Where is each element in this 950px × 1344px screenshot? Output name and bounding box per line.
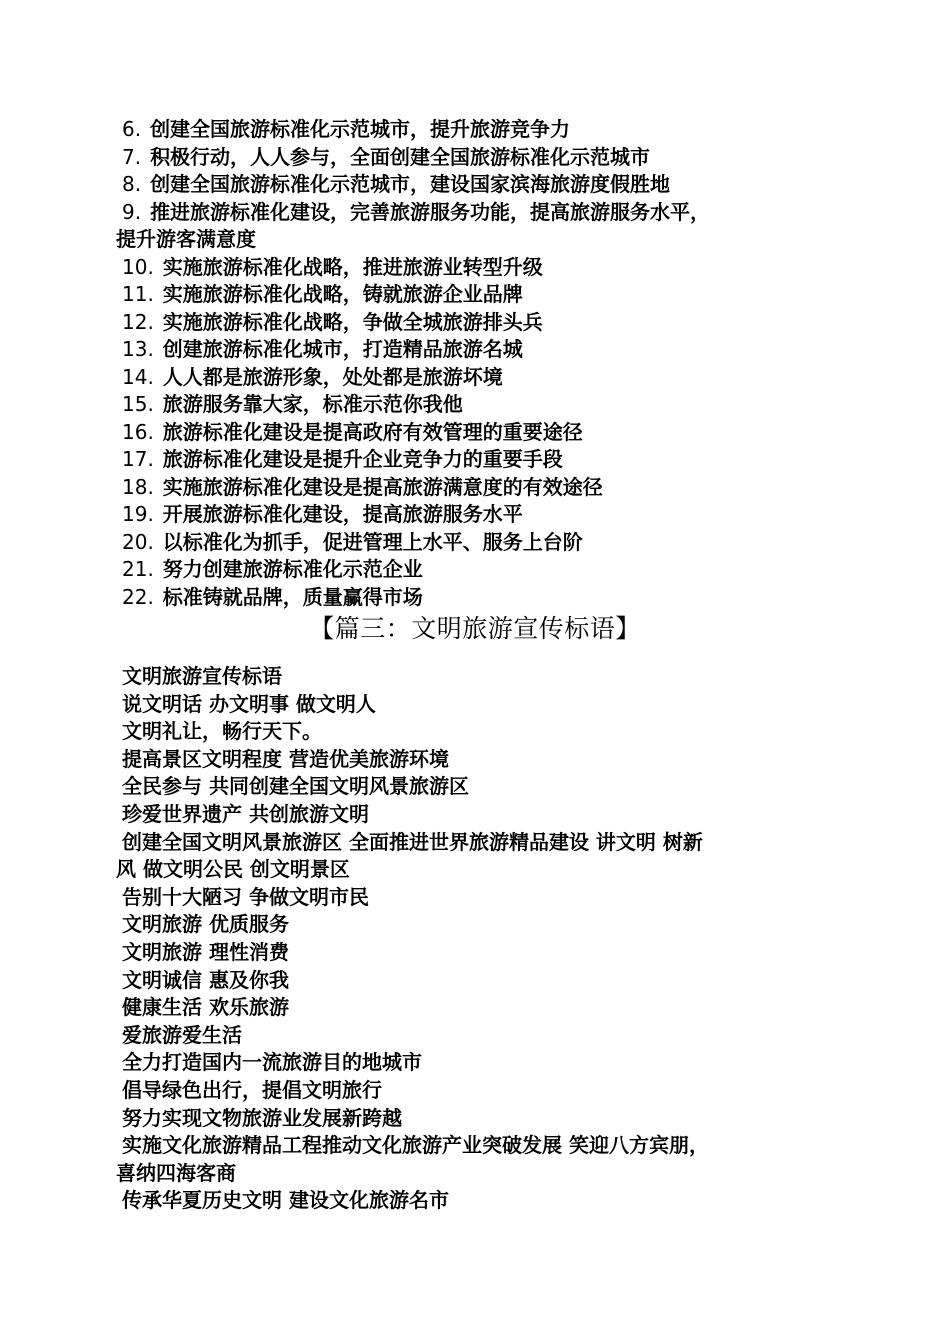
numbered-item [116,171,836,199]
numbered-item [116,116,836,144]
numbered-item [116,584,836,612]
slogan-line: 文明旅游 理性消费 [122,939,289,964]
item-number: 15. [122,392,154,416]
item-text: 创建全国旅游标准化示范城市，建设国家滨海旅游度假胜地 [150,172,671,196]
item-number: 16. [122,419,154,444]
numbered-item [116,446,836,474]
item-text: 努力创建旅游标准化示范企业 [162,557,423,581]
item-number: 18. [122,474,154,499]
item-text: 标准铸就品牌，质量赢得市场 [162,584,423,609]
item-number: 8. [122,172,142,196]
numbered-item [116,391,836,419]
slogan-line: 倡导绿色出行，提倡文明旅行 [122,1077,382,1102]
item-number: 12. [122,309,154,334]
item-text: 人人都是旅游形象，处处都是旅游坏境 [162,364,503,389]
item-text: 创建全国旅游标准化示范城市，提升旅游竞争力 [150,117,571,141]
slogan-line: 告别十大陋习 争做文明市民 [122,884,369,909]
numbered-item [116,474,836,502]
item-text: 开展旅游标准化建设，提高旅游服务水平 [162,502,523,526]
item-text: 旅游标准化建设是提升企业竞争力的重要手段 [162,447,563,471]
slogan-line: 文明礼让，畅行天下。 [122,719,322,744]
slogan-line: 文明诚信 惠及你我 [122,967,289,992]
item-text: 以标准化为抓手，促进管理上水平、服务上台阶 [162,529,583,554]
slogan-line: 传承华夏历史文明 建设文化旅游名市 [122,1188,449,1213]
item-continuation: 提升游客满意度 [116,227,256,251]
slogan-line: 提高景区文明程度 营造优美旅游环境 [122,746,449,771]
numbered-slogan-list [116,116,836,611]
slogan-line: 文明旅游 优质服务 [122,912,289,937]
numbered-item [116,419,836,447]
numbered-item [116,254,836,282]
item-number: 21. [122,557,154,581]
civilized-tourism-slogan-list [116,663,836,1215]
slogan-line: 全力打造国内一流旅游目的地城市 [122,1050,422,1075]
slogan-line: 全民参与 共同创建全国文明风景旅游区 [122,774,469,799]
slogan-continuation: 风 做文明公民 创文明景区 [116,857,350,882]
slogan-line: 实施文化旅游精品工程推动文化旅游产业突破发展 笑迎八方宾朋， [122,1133,709,1158]
item-number: 14. [122,364,154,389]
numbered-item [116,529,836,557]
item-text: 实施旅游标准化建设是提高旅游满意度的有效途径 [162,474,603,499]
numbered-item [116,501,836,529]
item-text: 旅游标准化建设是提高政府有效管理的重要途径 [162,419,583,444]
item-number: 10. [122,254,154,279]
section-title: 【篇三：文明旅游宣传标语】 [309,614,641,643]
slogan-line: 努力实现文物旅游业发展新跨越 [122,1105,402,1130]
slogan-line: 说文明话 办文明事 做文明人 [122,691,376,716]
numbered-item [116,556,836,584]
item-number: 9. [122,199,142,224]
item-number: 11. [122,282,154,306]
item-text: 实施旅游标准化战略，铸就旅游企业品牌 [162,282,523,306]
item-text: 旅游服务靠大家，标准示范你我他 [162,392,463,416]
slogan-line: 文明旅游宣传标语 [122,664,282,688]
slogan-line: 珍爱世界遗产 共创旅游文明 [122,801,369,826]
numbered-item [116,336,836,364]
slogan-line: 创建全国文明风景旅游区 全面推进世界旅游精品建设 讲文明 树新 [122,829,703,854]
item-text: 积极行动，人人参与，全面创建全国旅游标准化示范城市 [150,144,651,169]
item-number: 19. [122,502,154,526]
item-number: 17. [122,447,154,471]
item-number: 6. [122,117,142,141]
numbered-item [116,364,836,392]
item-text: 实施旅游标准化战略，争做全城旅游排头兵 [162,309,543,334]
slogan-line: 爱旅游爱生活 [122,1022,242,1047]
item-number: 22. [122,584,154,609]
numbered-item [116,199,836,227]
item-text: 推进旅游标准化建设，完善旅游服务功能，提高旅游服务水平， [150,199,711,224]
item-number: 20. [122,529,154,554]
item-number: 13. [122,337,154,361]
numbered-item [116,281,836,309]
numbered-item [116,144,836,172]
item-text: 实施旅游标准化战略，推进旅游业转型升级 [162,254,543,279]
numbered-item [116,309,836,337]
slogan-continuation: 喜纳四海客商 [116,1160,236,1185]
slogan-line: 健康生活 欢乐旅游 [122,995,289,1020]
item-number: 7. [122,144,142,169]
item-text: 创建旅游标准化城市，打造精品旅游名城 [162,337,523,361]
